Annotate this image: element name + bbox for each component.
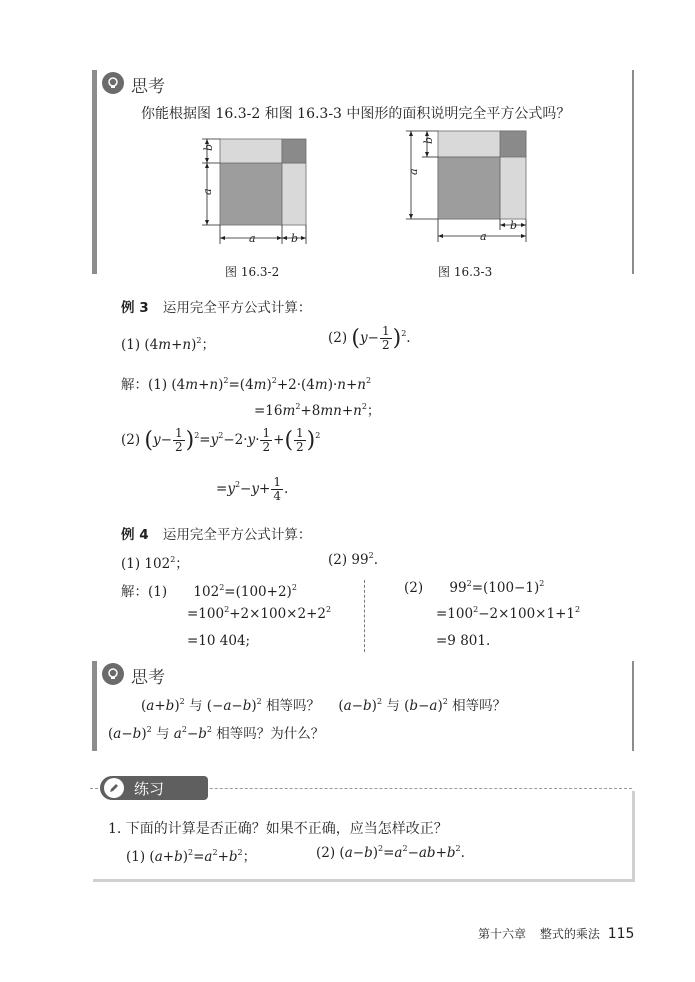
figure-caption-2: 图 16.3-3 [438,265,493,279]
example-4-solution-right-3: =9 801. [436,633,491,649]
square-a-minus-b [438,157,500,219]
footer-chapter: 第十六章 [478,927,527,941]
example-4-solution-right-1: (2) $99^2=(100-1)^2$ [404,579,545,596]
svg-text:a: a [249,232,256,245]
think-box-right-rule [632,70,634,274]
example-4-solution-left-2: $=100^2+2\times 100\times 2+2^2$ [187,605,332,622]
rect-top [220,139,282,163]
practice-title: 练习 [134,780,165,798]
example-4-label: 例 4 [121,527,149,543]
think-box-bar [92,70,97,274]
figure-16-3-3 [398,124,532,246]
solution-divider [364,580,365,652]
example-4-solution-left-3: =10 404; [187,633,251,649]
square-a [220,163,282,225]
example-3-label: 例 3 [121,300,149,316]
lightbulb-icon [102,72,124,94]
svg-text:b: b [291,232,299,245]
example-4-problem-1: (1) $102^2$； [121,555,189,572]
think-title: 思考 [131,77,165,97]
example-3-problem-1: (1) $(4m+n)^2$； [121,336,215,353]
svg-text:a: a [480,230,487,243]
think-2-line-2: $(a-b)^2$ 与 $a^2-b^2$ 相等吗？为什么？ [108,725,325,742]
square-b [282,139,306,163]
think-2-line-1: $(a+b)^2$ 与 $(-a-b)^2$ 相等吗？ $(a-b)^2$ 与 $(b-a)^2$ 相等吗？ [141,697,507,714]
example-4-title: 运用完全平方公式计算： [162,527,312,543]
svg-text:a: a [407,168,420,175]
think-2-title: 思考 [131,668,165,688]
example-4-problem-2: (2) $99^2$. [328,551,378,568]
think-question: 你能根据图 16.3-2 和图 16.3-3 中图形的面积说明完全平方公式吗？ [141,106,571,122]
example-3-solution-line-4: $=y^2-y+$ $\frac{1}{4}$ . [216,475,289,503]
svg-text:b: b [422,136,435,144]
example-3-heading [121,296,311,316]
square-b [500,131,526,157]
lightbulb-icon [102,663,124,685]
figure-16-3-2 [192,134,316,252]
think-box-2-bar [92,661,97,751]
example-3-solution-line-3: (2) (y− $\frac{1}{2}$ )$^2=y^2-2\cdot y\cdot$ $\frac{1}{2}$ +( $\frac{1}{2}$ )$^2$ [121,426,321,454]
practice-item-1: (1) $(a+b)^2=a^2+b^2$； [126,848,257,865]
example-3-solution-line-1: 解：(1) $(4m+n)^2=(4m)^2+2\cdot(4m)\cdot n+n^2$ [121,376,372,393]
svg-text:a: a [201,188,214,195]
page-number: 115 [607,926,635,942]
pencil-icon [104,778,124,798]
svg-text:b: b [202,143,215,151]
rect-right [282,163,306,225]
example-4-solution-left-1: 解：(1) $102^2=(100+2)^2$ [121,583,297,600]
example-3-problem-2: (2) (y− $\frac{1}{2}$ )$^2$. [328,324,411,352]
page-footer [478,925,634,942]
practice-question-1: 1. 下面的计算是否正确？如果不正确，应当怎样改正？ [108,821,448,837]
example-4-heading [121,523,311,543]
practice-item-2: (2) $(a-b)^2=a^2-ab+b^2$. [316,844,465,861]
footer-section: 整式的乘法 [539,927,600,941]
figure-caption-1: 图 16.3-2 [225,265,280,279]
svg-text:b: b [510,219,518,232]
example-3-title: 运用完全平方公式计算： [162,300,312,316]
example-3-solution-line-2: $=16m^2+8mn+n^2$； [254,402,381,419]
example-4-solution-right-2: $=100^2-2\times 100\times 1+1^2$ [436,605,581,622]
think-box-2-right-rule [632,661,634,751]
